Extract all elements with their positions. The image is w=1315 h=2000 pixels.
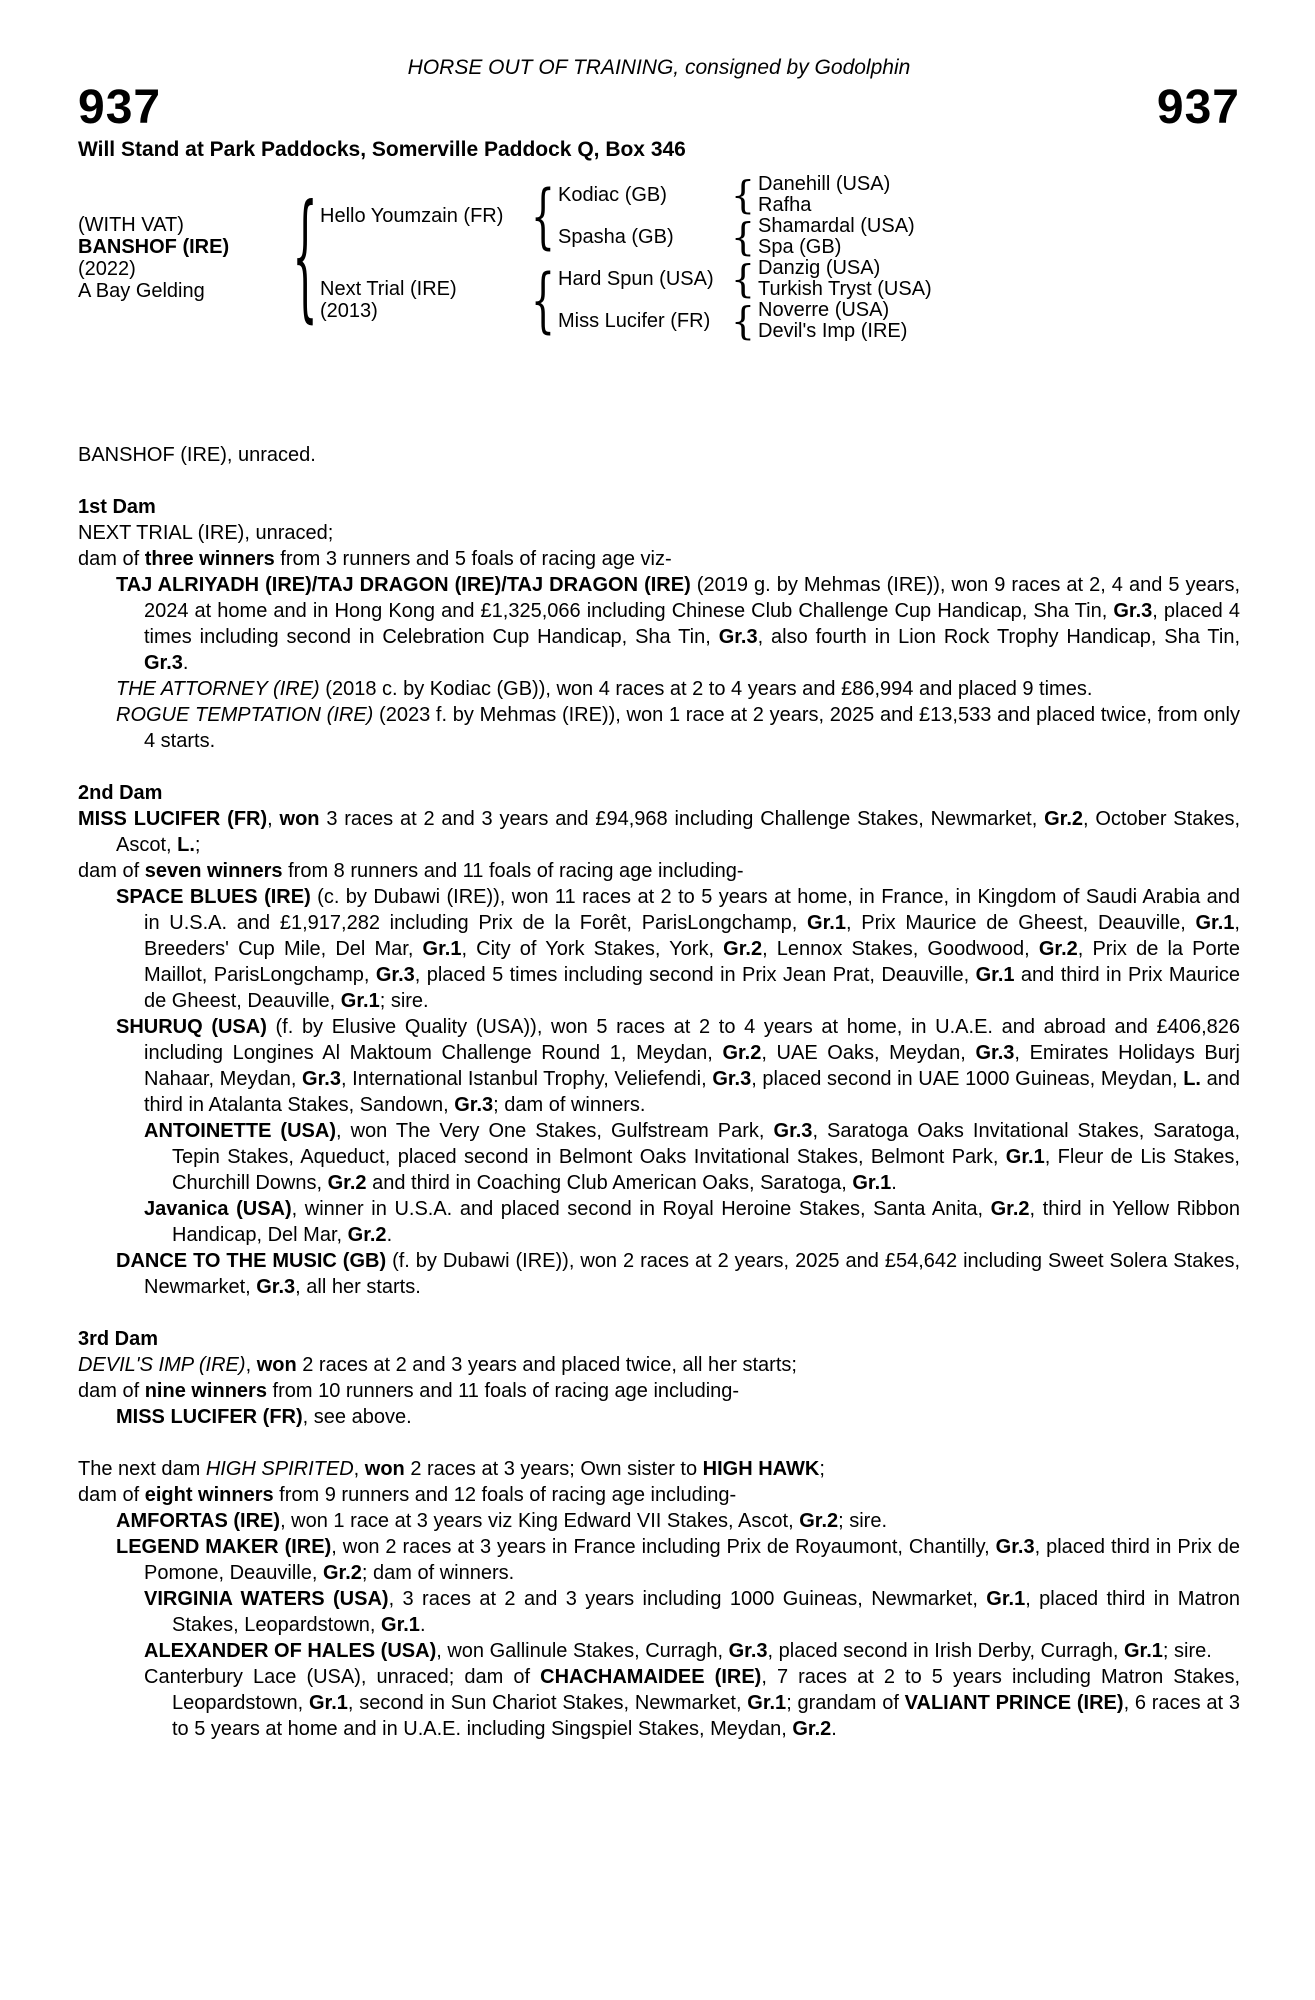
text-segment: three winners [144,548,275,570]
text-segment: (2023 f. by Mehmas (IRE)), won 1 race at 2 years, 2025 and £13,533 and placed twice, from only 4 starts. [144,704,1241,752]
body-paragraph [78,572,1240,676]
text-segment: ; [819,1458,825,1480]
text-segment: Gr.3 [302,1068,341,1090]
text-segment: , placed 5 times including second in Prix Jean Prat, Deauville, [414,964,976,986]
text-segment: , placed second in Irish Derby, Curragh, [767,1640,1124,1662]
catalogue-sheet [78,56,1240,1742]
text-segment: DEVIL'S IMP (IRE) [78,1354,246,1376]
body-paragraph [78,494,1240,520]
text-segment: Gr.3 [995,1536,1035,1558]
body-paragraph [78,1534,1240,1586]
text-segment: Gr.2 [723,938,763,960]
brace-icon: { [530,259,556,341]
pedigree-dam [320,278,528,322]
body-paragraph [78,1248,1240,1300]
text-segment: The next dam [78,1458,206,1480]
text-segment: Gr.3 [375,964,415,986]
body-paragraph [78,1404,1240,1430]
text-segment: Canterbury Lace (USA), unraced; dam of [144,1666,541,1688]
body-paragraph [78,1196,1240,1248]
text-segment: . [891,1172,897,1194]
text-segment: Gr.1 [807,912,846,934]
body-paragraph [78,1352,1240,1378]
text-segment: SPACE BLUES (IRE) [116,886,311,908]
great-grandparent: Danzig (USA) [758,257,881,279]
sire-sire-branch [558,174,1240,216]
text-segment: ANTOINETTE (USA) [144,1120,336,1142]
dam-grandparents [558,258,1240,342]
text-segment: BANSHOF (IRE), unraced. [78,444,316,466]
sire-sire-parents [758,174,1240,216]
body-paragraph [78,858,1240,884]
text-segment: from 3 runners and 5 foals of racing age viz- [274,548,672,570]
text-segment: ; sire. [838,1510,888,1532]
text-segment: Gr.2 [1044,808,1083,830]
text-segment: , placed third in Prix de Pomone, Deauville, [144,1536,1241,1584]
text-segment: , October Stakes, Ascot, [116,808,1241,856]
text-segment: , 7 races at 2 to 5 years including Matron Stakes, Leopardstown, [172,1666,1241,1714]
text-segment: , placed third in Matron Stakes, Leopardstown, [172,1588,1241,1636]
text-segment: ; [194,834,201,856]
brace-icon: { [530,175,556,257]
text-segment: and third in Coaching Club American Oaks, Saratoga, [366,1172,853,1194]
text-segment: Gr.2 [322,1562,362,1584]
body-paragraph [78,676,1240,702]
lot-number-row [78,81,1240,134]
text-segment: , 3 races at 2 and 3 years including 1000 Guineas, Newmarket, [388,1588,987,1610]
text-segment: ; dam of winners. [361,1562,515,1584]
body-paragraph [78,1586,1240,1638]
text-segment: , won 2 races at 3 years in France including Prix de Royaumont, Chantilly, [331,1536,996,1558]
great-grandparent: Spa (GB) [758,236,842,258]
text-segment: Gr.1 [381,1614,420,1636]
text-segment: , Prix Maurice de Gheest, Deauville, [845,912,1196,934]
text-segment: (f. by Dubawi (IRE)), won 2 races at 2 years, 2025 and £54,642 including Sweet Solera Stakes, Newmarket, [144,1250,1240,1298]
text-segment: Gr.1 [308,1692,348,1714]
text-segment: , [245,1354,257,1376]
brace-icon: { [730,173,756,217]
text-segment: seven winners [144,860,283,882]
text-segment: , all her starts. [295,1276,421,1298]
text-segment: ; sire. [379,990,429,1012]
text-segment: (2019 g. by Mehmas (IRE)), won 9 races at 2, 4 and 5 years, 2024 at home and in Hong Kong and £1,325,066 including Chinese Club Challenge Cup Handicap, Sha Tin, [144,574,1240,622]
text-segment: Gr.3 [256,1276,296,1298]
text-segment: VIRGINIA WATERS (USA) [144,1588,389,1610]
stand-location: Will Stand at Park Paddocks, Somerville Paddock Q, Box 346 [78,138,686,161]
body-paragraph [78,1638,1240,1664]
subject-name: BANSHOF (IRE) [78,236,230,258]
text-segment: dam of [78,1380,145,1402]
text-segment: NEXT TRIAL (IRE), unraced; [78,522,334,544]
body-paragraph [78,1456,1240,1482]
text-segment: Gr.2 [799,1510,839,1532]
text-segment: Gr.1 [340,990,380,1012]
text-segment: L. [1183,1068,1201,1090]
text-segment: Gr.2 [1038,938,1078,960]
text-segment: 2nd Dam [78,782,163,804]
text-segment: ROGUE TEMPTATION (IRE) [116,704,374,726]
text-segment: LEGEND MAKER (IRE) [116,1536,332,1558]
pedigree-sire-branch [320,174,1240,258]
great-grandparent: Rafha [758,194,812,216]
text-segment: from 9 runners and 12 foals of racing age including- [273,1484,737,1506]
text-segment: won [256,1354,297,1376]
dam-name: Next Trial (IRE) [320,278,457,300]
text-segment: Gr.2 [990,1198,1030,1220]
text-segment: , won The Very One Stakes, Gulfstream Park, [335,1120,774,1142]
lot-number-left: 937 [78,81,162,134]
text-segment: Gr.1 [422,938,462,960]
text-segment: and third in Prix Maurice de Gheest, Deauville, [144,964,1241,1012]
text-segment: (c. by Dubawi (IRE)), won 11 races at 2 to 5 years at home, in France, in Kingdom of Saudi Arabia and in U.S.A. and £1,917,282 including Prix de la Forêt, ParisLongchamp, [144,886,1241,934]
text-segment: Gr.2 [792,1718,832,1740]
body-paragraph [78,520,1240,546]
text-segment: CHACHAMAIDEE (IRE) [540,1666,762,1688]
body-paragraph [78,442,1240,468]
text-segment: . [386,1224,393,1246]
text-segment: , placed second in UAE 1000 Guineas, Meydan, [751,1068,1184,1090]
body-paragraph [78,806,1240,858]
sire-dam-branch [558,216,1240,258]
sire-grandparents [558,174,1240,258]
dam-sire-parents [758,258,1240,300]
pedigree-generation-1 [320,174,1240,342]
body-paragraph [78,884,1240,1014]
text-segment: Gr.1 [852,1172,892,1194]
text-segment: , [267,808,280,830]
text-segment: from 10 runners and 11 foals of racing age including- [266,1380,740,1402]
body-paragraph [78,1664,1240,1742]
text-segment: eight winners [144,1484,274,1506]
text-segment: ; dam of winners. [493,1094,646,1116]
body-paragraph [78,702,1240,754]
great-grandparent: Turkish Tryst (USA) [758,278,932,300]
text-segment: Gr.2 [327,1172,367,1194]
text-segment: Gr.1 [747,1692,787,1714]
text-segment: from 8 runners and 11 foals of racing age including- [282,860,744,882]
text-segment: . [419,1614,426,1636]
text-segment: HIGH SPIRITED [205,1458,354,1480]
body-paragraph [78,780,1240,806]
dam-sire: Hard Spun (USA) [558,267,714,290]
text-segment: , won Gallinule Stakes, Curragh, [436,1640,729,1662]
brace-icon: { [730,257,756,301]
sire-name: Hello Youmzain (FR) [320,205,504,227]
body-paragraph [78,1118,1240,1196]
text-segment: ; sire. [1162,1640,1212,1662]
text-segment: THE ATTORNEY (IRE) [116,678,320,700]
text-segment: AMFORTAS (IRE) [116,1510,281,1532]
text-segment: MISS LUCIFER (FR) [78,808,268,830]
text-segment: dam of [78,548,145,570]
body-paragraph [78,1378,1240,1404]
text-segment: , International Istanbul Trophy, Veliefendi, [340,1068,713,1090]
pedigree-tree [78,174,1240,342]
text-segment: HIGH HAWK [702,1458,820,1480]
text-segment: Gr.3 [1113,600,1153,622]
text-segment: Gr.3 [712,1068,752,1090]
text-segment: DANCE TO THE MUSIC (GB) [116,1250,387,1272]
text-segment: L. [177,834,195,856]
text-segment: won [364,1458,405,1480]
text-segment: , also fourth in Lion Rock Trophy Handicap, Sha Tin, [757,626,1240,648]
sire-dam: Spasha (GB) [558,225,674,248]
text-segment: (f. by Elusive Quality (USA)), won 5 races at 2 to 4 years at home, in U.A.E. and abroad and £406,826 including Longines Al Maktoum Challenge Round 1, Meydan, [144,1016,1240,1064]
dam-year: (2013) [320,300,378,322]
text-segment: , won 1 race at 3 years viz King Edward VII Stakes, Ascot, [280,1510,800,1532]
text-segment: , Fleur de Lis Stakes, Churchill Downs, [172,1146,1240,1194]
pedigree-sire [320,205,528,227]
text-segment: 3rd Dam [78,1328,159,1350]
text-segment: 2 races at 3 years; Own sister to [404,1458,703,1480]
text-segment: , Prix de la Porte Maillot, ParisLongchamp, [144,938,1240,986]
brace-icon: { [730,215,756,259]
text-segment: Gr.1 [975,964,1015,986]
text-segment: , Lennox Stakes, Goodwood, [762,938,1039,960]
text-segment: ; grandam of [786,1692,905,1714]
text-segment: Gr.3 [144,652,183,674]
text-segment: , placed 4 times including second in Celebration Cup Handicap, Sha Tin, [144,600,1240,648]
great-grandparent: Noverre (USA) [758,299,890,321]
text-segment: Gr.2 [347,1224,387,1246]
text-segment: won [279,808,320,830]
text-segment: , see above. [302,1406,412,1428]
text-segment: Gr.3 [728,1640,768,1662]
text-segment: 3 races at 2 and 3 years and £94,968 including Challenge Stakes, Newmarket, [319,808,1045,830]
text-segment: , City of York Stakes, York, [461,938,724,960]
subject-description: A Bay Gelding [78,280,205,302]
text-segment: Gr.2 [722,1042,762,1064]
text-segment: SHURUQ (USA) [116,1016,267,1038]
text-segment: 1st Dam [78,496,156,518]
text-segment: TAJ ALRIYADH (IRE)/TAJ DRAGON (IRE)/TAJ DRAGON (IRE) [116,574,691,596]
catalogue-body [78,442,1240,1742]
text-segment: , UAE Oaks, Meydan, [761,1042,976,1064]
text-segment: Gr.3 [454,1094,494,1116]
text-segment: MISS LUCIFER (FR) [116,1406,303,1428]
great-grandparent: Devil's Imp (IRE) [758,320,908,342]
text-segment: Gr.1 [1124,1640,1163,1662]
body-paragraph [78,1326,1240,1352]
text-segment: Gr.1 [986,1588,1026,1610]
brace-icon: { [730,299,756,343]
text-segment: Gr.3 [718,626,758,648]
text-segment: ALEXANDER OF HALES (USA) [144,1640,437,1662]
subject-vat-note: (WITH VAT) [78,214,184,236]
text-segment: nine winners [144,1380,267,1402]
lot-number-right: 937 [1156,81,1240,134]
body-paragraph [78,1482,1240,1508]
dam-sire-branch [558,258,1240,300]
dam-dam-parents [758,300,1240,342]
text-segment: Gr.1 [1005,1146,1045,1168]
text-segment: , Emirates Holidays Burj Nahaar, Meydan, [144,1042,1241,1090]
text-segment: . [831,1718,837,1740]
subject-foaling-year: (2022) [78,258,136,280]
text-segment: VALIANT PRINCE (IRE) [904,1692,1124,1714]
text-segment: 2 races at 2 and 3 years and placed twice, all her starts; [296,1354,797,1376]
text-segment: . [182,652,189,674]
text-segment: , winner in U.S.A. and placed second in Royal Heroine Stakes, Santa Anita, [291,1198,991,1220]
body-paragraph [78,1508,1240,1534]
brace-icon: { [292,178,318,338]
body-paragraph [78,1014,1240,1118]
text-segment: , [353,1458,365,1480]
great-grandparent: Danehill (USA) [758,173,891,195]
text-segment: dam of [78,1484,145,1506]
consignment-header: HORSE OUT OF TRAINING, consigned by Godolphin [407,56,911,79]
text-segment: Gr.3 [975,1042,1015,1064]
body-paragraph [78,546,1240,572]
text-segment: dam of [78,860,145,882]
pedigree-dam-branch [320,258,1240,342]
dam-dam: Miss Lucifer (FR) [558,309,711,332]
pedigree-subject [78,214,290,302]
text-segment: (2018 c. by Kodiac (GB)), won 4 races at 2 to 4 years and £86,994 and placed 9 times. [319,678,1093,700]
text-segment: Gr.1 [1195,912,1235,934]
text-segment: Gr.3 [773,1120,813,1142]
text-segment: , third in Yellow Ribbon Handicap, Del Mar, [172,1198,1241,1246]
text-segment: and third in Atalanta Stakes, Sandown, [144,1068,1240,1116]
text-segment: , 6 races at 3 to 5 years at home and in U.A.E. including Singspiel Stakes, Meydan, [172,1692,1240,1740]
sire-dam-parents [758,216,1240,258]
text-segment: , Breeders' Cup Mile, Del Mar, [144,912,1240,960]
text-segment: Javanica (USA) [144,1198,292,1220]
text-segment: , second in Sun Chariot Stakes, Newmarket, [347,1692,748,1714]
dam-dam-branch [558,300,1240,342]
sire-sire: Kodiac (GB) [558,183,667,206]
text-segment: , Saratoga Oaks Invitational Stakes, Saratoga, Tepin Stakes, Aqueduct, placed second in Belmont Oaks Invitational Stakes, Belmont Park, [172,1120,1240,1168]
great-grandparent: Shamardal (USA) [758,215,915,237]
